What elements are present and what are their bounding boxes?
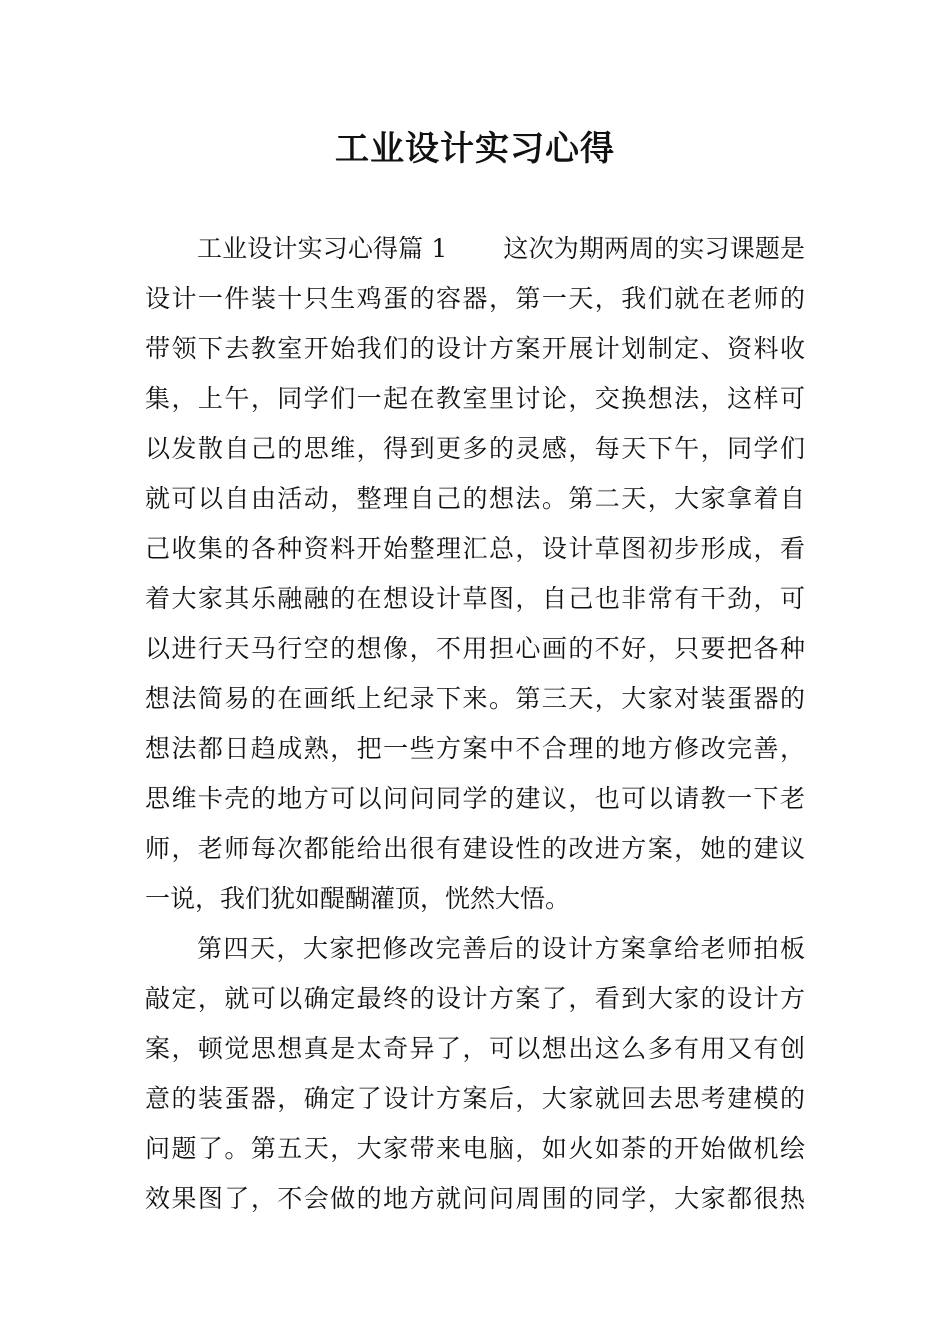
text-line: 案，顿觉思想真是太奇异了，可以想出这么多有用又有创 bbox=[145, 1034, 805, 1063]
text-line: 着大家其乐融融的在想设计草图，自己也非常有干劲，可 bbox=[145, 584, 805, 613]
text-line: 就可以自由活动，整理自己的想法。第二天，大家拿着自 bbox=[145, 484, 805, 513]
paragraph-2 bbox=[145, 924, 805, 1224]
text-line: 设计一件装十只生鸡蛋的容器，第一天，我们就在老师的 bbox=[145, 284, 805, 313]
text-line: 想法都日趋成熟，把一些方案中不合理的地方修改完善， bbox=[145, 734, 805, 763]
text-line: 想法简易的在画纸上纪录下来。第三天，大家对装蛋器的 bbox=[145, 684, 805, 713]
text-line: 问题了。第五天，大家带来电脑，如火如荼的开始做机绘 bbox=[145, 1134, 805, 1163]
text-line: 以发散自己的思维，得到更多的灵感，每天下午，同学们 bbox=[145, 434, 805, 463]
document-body bbox=[145, 224, 805, 1224]
text-line: 以进行天马行空的想像，不用担心画的不好，只要把各种 bbox=[145, 634, 805, 663]
text-line: 师，老师每次都能给出很有建设性的改进方案，她的建议 bbox=[145, 834, 805, 863]
text-line: 己收集的各种资料开始整理汇总，设计草图初步形成，看 bbox=[145, 534, 805, 563]
text-line: 效果图了，不会做的地方就问问周围的同学，大家都很热 bbox=[145, 1184, 805, 1213]
text-line: 敲定，就可以确定最终的设计方案了，看到大家的设计方 bbox=[145, 984, 805, 1013]
text-line: 带领下去教室开始我们的设计方案开展计划制定、资料收 bbox=[145, 334, 805, 363]
text-line: 第四天，大家把修改完善后的设计方案拿给老师拍板 bbox=[197, 934, 805, 963]
text-line: 思维卡壳的地方可以问问同学的建议，也可以请教一下老 bbox=[145, 784, 805, 813]
paragraph-1 bbox=[145, 224, 805, 924]
document-title: 工业设计实习心得 bbox=[335, 129, 615, 169]
text-line: 一说，我们犹如醍醐灌顶，恍然大悟。 bbox=[145, 884, 571, 913]
section-heading: 工业设计实习心得篇 1 bbox=[197, 234, 448, 263]
text-line: 意的装蛋器，确定了设计方案后，大家就回去思考建模的 bbox=[145, 1084, 805, 1113]
text-line: 工业设计实习心得篇 1 这次为期两周的实习课题是 bbox=[197, 234, 805, 263]
text-line: 集，上午，同学们一起在教室里讨论，交换想法，这样可 bbox=[145, 384, 805, 413]
